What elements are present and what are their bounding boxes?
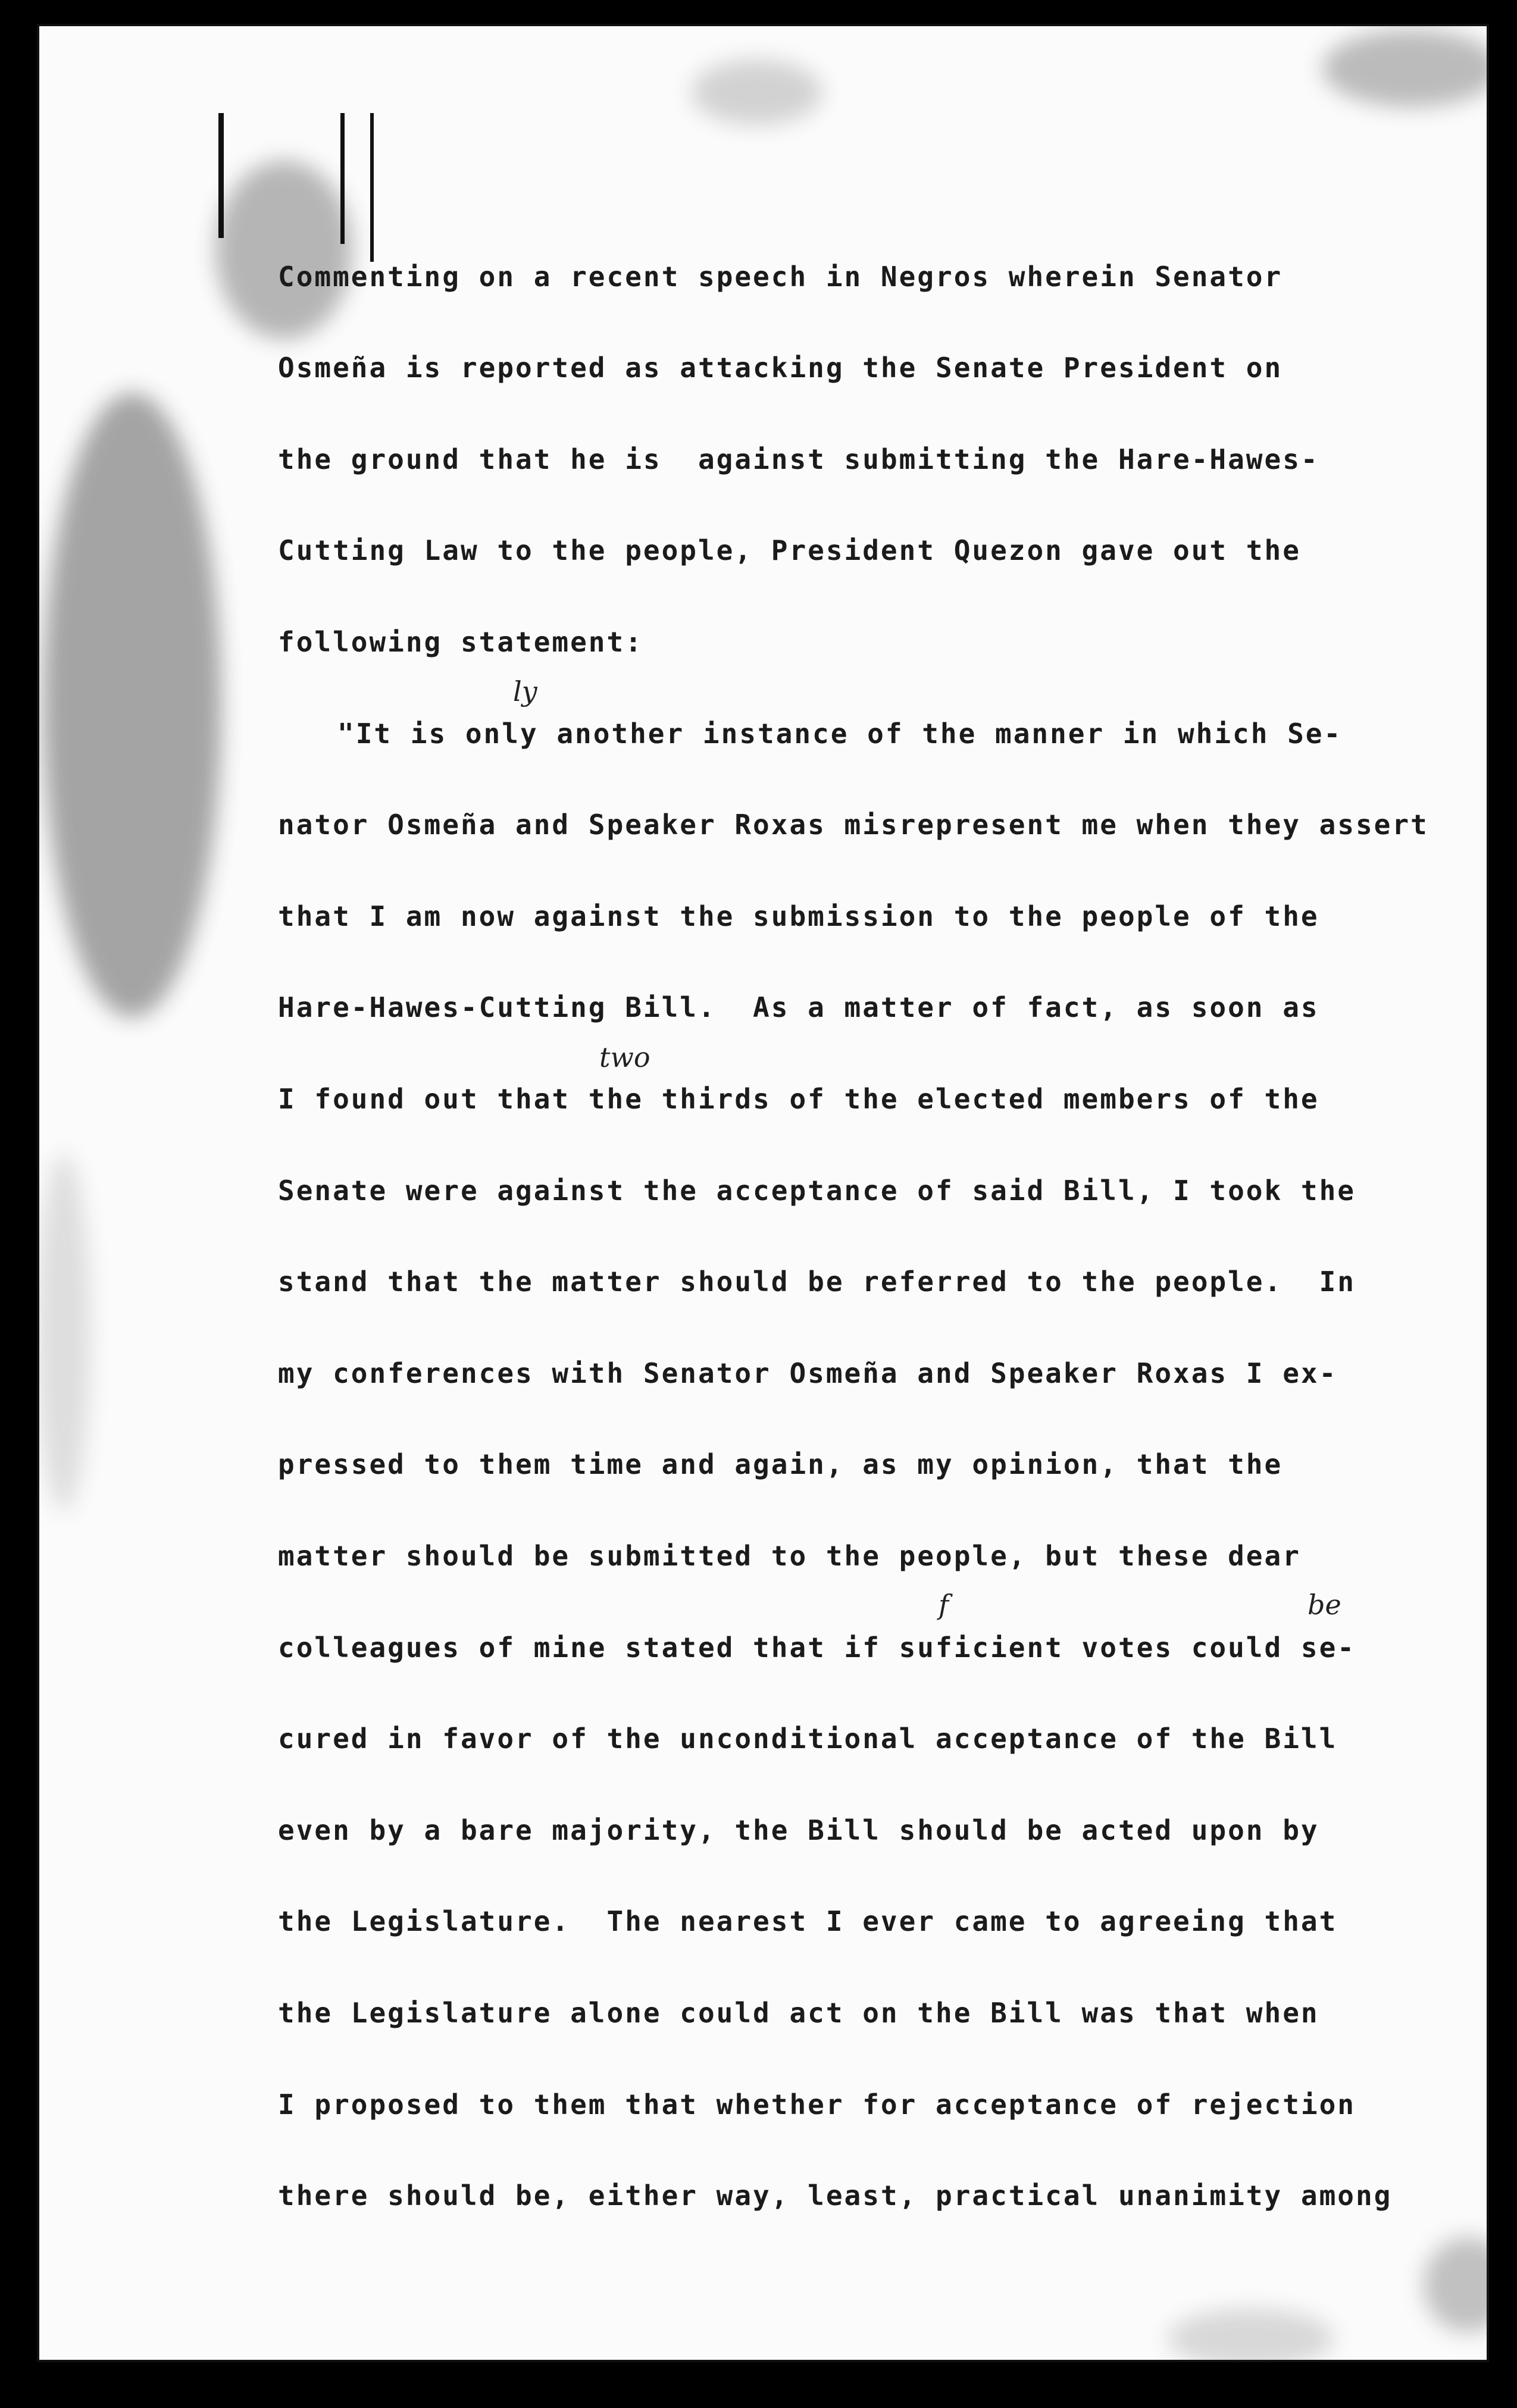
text-line: even by a bare majority, the Bill should be acted upon by	[278, 1814, 1319, 1846]
text-line: that I am now against the submission to the people of the	[278, 900, 1319, 932]
handwritten-correction: f	[939, 1589, 949, 1621]
text-line: Osmeña is reported as attacking the Senate President on	[278, 352, 1283, 384]
text-line: cured in favor of the unconditional acceptance of the Bill	[278, 1723, 1338, 1755]
text-line: the ground that he is against submitting the Hare-Hawes-	[278, 443, 1319, 475]
stain	[1322, 30, 1489, 107]
text-line: Senate were against the acceptance of said Bill, I took the	[278, 1175, 1356, 1207]
document-page	[37, 24, 1489, 2362]
text-line: the Legislature. The nearest I ever came to agreeing that	[278, 1905, 1338, 1937]
text-line: colleagues of mine stated that if suficient votes could se-	[278, 1632, 1356, 1664]
text-line: I found out that the thirds of the elected members of the	[278, 1083, 1319, 1115]
text-line: Commenting on a recent speech in Negros wherein Senator	[278, 261, 1283, 293]
text-line: stand that the matter should be referred to the people. In	[278, 1266, 1356, 1298]
binder-mark	[370, 113, 374, 262]
handwritten-correction: ly	[513, 675, 537, 707]
stain	[1168, 2309, 1334, 2362]
binder-mark	[340, 113, 345, 244]
text-line: nator Osmeña and Speaker Roxas misrepresent me when they assert	[278, 809, 1429, 841]
text-line: the Legislature alone could act on the Bill was that when	[278, 1997, 1319, 2029]
text-line: Hare-Hawes-Cutting Bill. As a matter of fact, as soon as	[278, 991, 1319, 1023]
stain	[215, 161, 352, 339]
text-line: there should be, either way, least, practical unanimity among	[278, 2180, 1393, 2212]
text-line: Cutting Law to the people, President Quezon gave out the	[278, 534, 1301, 566]
handwritten-correction: be	[1308, 1589, 1341, 1621]
text-line: "It is only another instance of the manner in which Se-	[337, 718, 1343, 750]
stain	[43, 393, 221, 1017]
text-line: my conferences with Senator Osmeña and Speaker Roxas I ex-	[278, 1357, 1338, 1389]
text-line: I proposed to them that whether for acceptance of rejection	[278, 2088, 1356, 2121]
stain	[1424, 2237, 1489, 2332]
handwritten-correction: two	[599, 1041, 650, 1073]
text-line: pressed to them time and again, as my opinion, that the	[278, 1448, 1283, 1480]
stain	[37, 1154, 90, 1511]
stain	[692, 60, 822, 125]
text-line: following statement:	[278, 626, 643, 658]
text-line: matter should be submitted to the people, but these dear	[278, 1540, 1301, 1572]
binder-mark	[218, 113, 224, 238]
